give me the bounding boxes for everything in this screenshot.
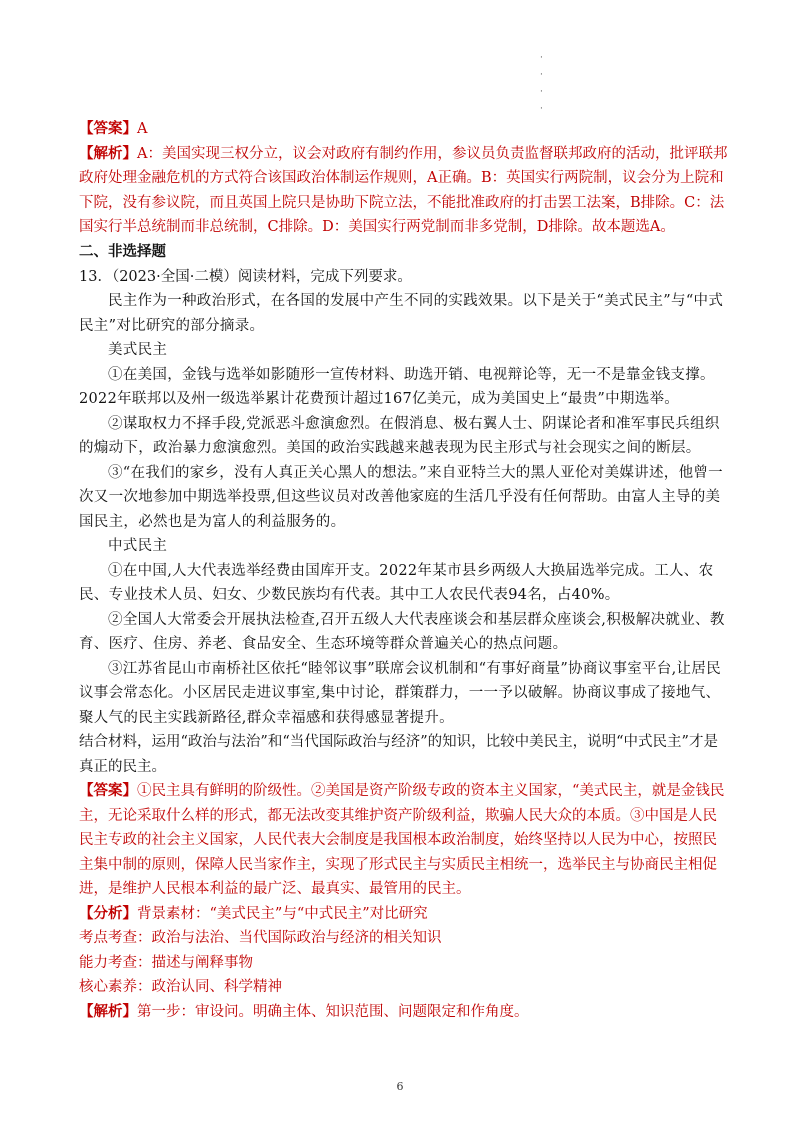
section-title: 二、非选择题	[79, 243, 166, 260]
q13-jiexi	[79, 1000, 729, 1025]
material-intro: 民主作为一种政治形式，在各国的发展中产生不同的实践效果。以下是关于“美式民主”与“中式民主”对比研究的部分摘录。	[79, 293, 724, 334]
fenxi-text: 背景素材：“美式民主”与“中式民主”对比研究	[137, 905, 428, 922]
q13-answer	[79, 779, 729, 902]
cn-item-3: ③江苏省昆山市南桥社区依托“睦邻议事”联席会议机制和“有事好商量”协商议事室平台,让居民议事会常态化。小区居民走进议事室,集中讨论，群策群力，一一予以破解。协商议事成了接地气、聚人气的民主实践新路径,群众幸福感和获得感显著提升。	[79, 660, 721, 726]
answer-label: 【答案】	[79, 120, 137, 137]
cn-item-1: ①在中国,人大代表选举经费由国库开支。2022年某市县乡两级人大换届选举完成。工人、农民、专业技术人员、妇女、少数民族均有代表。其中工人农民代表94名，占40%。	[79, 562, 714, 603]
analysis-label: 【解析】	[79, 144, 137, 162]
q13-fenxi	[79, 902, 729, 927]
question-13-stem: 13．（2023·全国·二模）阅读材料，完成下列要求。	[79, 268, 412, 285]
answer-text: ①民主具有鲜明的阶级性。②美国是资产阶级专政的资本主义国家，“美式民主，就是金钱民主，无论采取什么样的形式，都无法改变其维护资产阶级利益，欺骗人民大众的本质。③中国是人民民主专政的社会主义国家，人民代表大会制度是我国根本政治制度，始终坚持以人民为中心，按照民主集中制的原则，保障人民当家作主，实现了形式民主与实质民主相统一，选举民主与协商民主相促进，是维护人民根本利益的最广泛、最真实、最管用的民主。	[79, 783, 725, 897]
cn-democracy-title: 中式民主	[108, 538, 168, 554]
question-requirement: 结合材料，运用“政治与法治”和“当代国际政治与经济”的知识，比较中美民主，说明“中式民主”才是真正的民主。	[79, 734, 718, 775]
q12-answer-section	[79, 117, 729, 240]
q12-answer-line	[79, 117, 729, 142]
cn-item-2: ②全国人大常委会开展执法检查,召开五级人大代表座谈会和基层群众座谈会,积极解决就业、教育、医疗、住房、养老、食品安全、生态环境等群众普遍关心的热点问题。	[79, 611, 725, 652]
answer-value: A	[137, 121, 148, 137]
us-item-2: ②谋取权力不择手段,党派恶斗愈演愈烈。在假消息、极右翼人士、阴谋论者和准军事民兵组织的煽动下，政治暴力愈演愈烈。美国的政治实践越来越表现为民主形式与社会现实之间的断层。	[79, 415, 720, 456]
us-democracy-title: 美式民主	[108, 342, 168, 358]
suyang-line: 核心素养：政治认同、科学精神	[79, 979, 282, 995]
decorative-dots: · · · ·	[540, 53, 543, 114]
us-item-1: ①在美国，金钱与选举如影随形一宣传材料、助选开销、电视辩论等，无一不是靠金钱支撑。2022年联邦以及州一级选举累计花费预计超过167亿美元，成为美国史上“最贵”中期选举。	[79, 366, 715, 407]
q12-analysis	[79, 142, 729, 240]
fenxi-label: 【分析】	[79, 904, 137, 922]
jiexi-text: 第一步：审设问。明确主体、知识范围、问题限定和作角度。	[137, 1003, 529, 1020]
answer-label: 【答案】	[79, 782, 137, 799]
nengli-line: 能力考查：描述与阐释事物	[79, 954, 253, 971]
kaodian-line: 考点考查：政治与法治、当代国际政治与经济的相关知识	[79, 930, 442, 946]
jiexi-label: 【解析】	[79, 1002, 137, 1020]
us-item-3: ③“在我们的家乡，没有人真正关心黑人的想法。”来自亚特兰大的黑人亚伦对美媒讲述，他曾一次又一次地参加中期选举投票,但这些议员对改善他家庭的生活几乎没有任何帮助。由富人主导的美国民主，必然也是为富人的利益服务的。	[79, 464, 723, 530]
page-number: 6	[396, 1080, 404, 1093]
section-2	[79, 240, 729, 1024]
analysis-text: A：美国实现三权分立，议会对政府有制约作用，参议员负责监督联邦政府的活动，批评联邦政府处理金融危机的方式符合该国政治体制运作规则，A正确。B：英国实行两院制，议会分为上院和下院，没有参议院，而且英国上院只是协助下院立法，不能批准政府的打击罢工法案，B排除。C：法国实行半总统制而非总统制，C排除。D：美国实行两党制而非多党制，D排除。故本题选A。	[79, 145, 728, 235]
